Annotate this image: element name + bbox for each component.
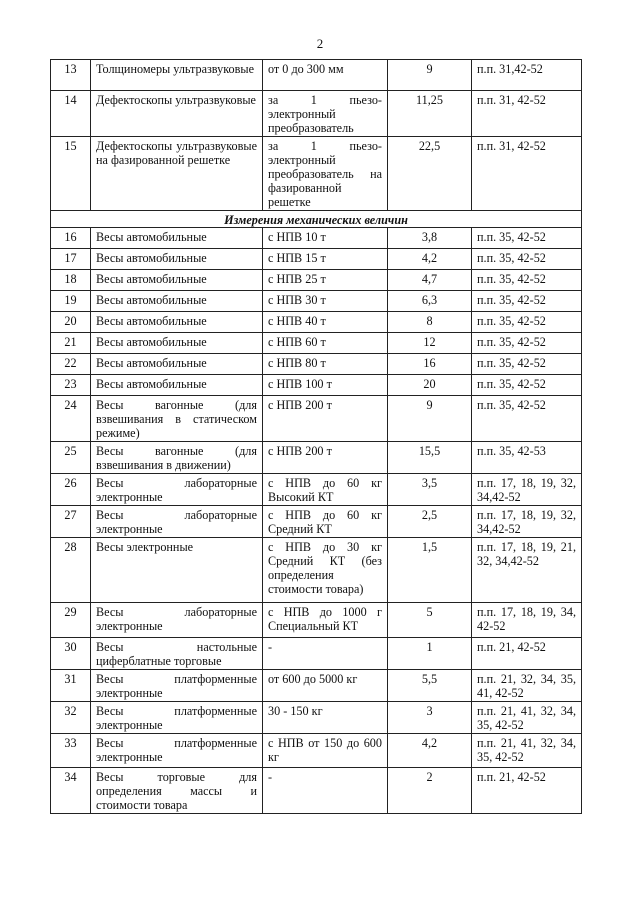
row-range: с НПВ 15 т [263, 249, 388, 270]
row-number: 16 [51, 228, 91, 249]
row-name: Весы электронные [91, 538, 263, 603]
row-reference: п.п. 17, 18, 19, 34, 42-52 [472, 603, 582, 638]
table-row [51, 375, 582, 396]
row-number: 19 [51, 291, 91, 312]
table-row [51, 768, 582, 814]
row-value: 4,7 [388, 270, 472, 291]
row-range: с НПВ 25 т [263, 270, 388, 291]
row-reference: п.п. 31, 42-52 [472, 91, 582, 137]
table-row [51, 91, 582, 137]
row-reference: п.п. 35, 42-52 [472, 396, 582, 442]
row-value: 2,5 [388, 506, 472, 538]
table-row [51, 474, 582, 506]
row-number: 14 [51, 91, 91, 137]
row-range: с НПВ 100 т [263, 375, 388, 396]
row-name: Весы автомобильные [91, 312, 263, 333]
row-range: с НПВ 200 т [263, 442, 388, 474]
row-name: Весы автомобильные [91, 354, 263, 375]
table-row [51, 734, 582, 768]
row-range: - [263, 638, 388, 670]
row-range: с НПВ 200 т [263, 396, 388, 442]
row-name: Весы лабораторные электронные [91, 474, 263, 506]
row-range: с НПВ до 1000 г Специальный КТ [263, 603, 388, 638]
row-range: за 1 пьезо-электронный преобразователь на фазированной решетке [263, 137, 388, 211]
row-reference: п.п. 31,42-52 [472, 60, 582, 91]
row-number: 30 [51, 638, 91, 670]
table-row [51, 333, 582, 354]
row-range: с НПВ 80 т [263, 354, 388, 375]
row-name: Весы настольные циферблатные торговые [91, 638, 263, 670]
section-header-row [51, 211, 582, 228]
row-reference: п.п. 31, 42-52 [472, 137, 582, 211]
row-number: 23 [51, 375, 91, 396]
row-name: Весы автомобильные [91, 270, 263, 291]
row-name: Дефектоскопы ультразвуковые на фазированной решетке [91, 137, 263, 211]
row-number: 34 [51, 768, 91, 814]
row-number: 17 [51, 249, 91, 270]
row-range: с НПВ от 150 до 600 кг [263, 734, 388, 768]
row-name: Дефектоскопы ультразвуковые [91, 91, 263, 137]
table-row [51, 60, 582, 91]
row-number: 29 [51, 603, 91, 638]
row-reference: п.п. 35, 42-52 [472, 228, 582, 249]
row-value: 4,2 [388, 249, 472, 270]
row-name: Весы платформенные электронные [91, 734, 263, 768]
row-value: 9 [388, 60, 472, 91]
row-reference: п.п. 35, 42-52 [472, 375, 582, 396]
row-reference: п.п. 35, 42-52 [472, 291, 582, 312]
row-name: Весы автомобильные [91, 375, 263, 396]
row-range: с НПВ 30 т [263, 291, 388, 312]
row-range: с НПВ 40 т [263, 312, 388, 333]
table-row [51, 538, 582, 603]
row-range: от 600 до 5000 кг [263, 670, 388, 702]
row-reference: п.п. 21, 41, 32, 34, 35, 42-52 [472, 734, 582, 768]
row-reference: п.п. 21, 41, 32, 34, 35, 42-52 [472, 702, 582, 734]
row-value: 4,2 [388, 734, 472, 768]
row-reference: п.п. 17, 18, 19, 32, 34,42-52 [472, 474, 582, 506]
row-value: 5 [388, 603, 472, 638]
page-number: 2 [316, 36, 324, 51]
table-row [51, 270, 582, 291]
pricing-table [50, 59, 582, 814]
row-range: - [263, 768, 388, 814]
row-range: за 1 пьезо-электронный преобразователь [263, 91, 388, 137]
table-row [51, 249, 582, 270]
row-reference: п.п. 35, 42-52 [472, 354, 582, 375]
table-row [51, 670, 582, 702]
table-row [51, 291, 582, 312]
row-value: 8 [388, 312, 472, 333]
row-number: 31 [51, 670, 91, 702]
row-name: Весы платформенные электронные [91, 670, 263, 702]
row-value: 12 [388, 333, 472, 354]
row-number: 32 [51, 702, 91, 734]
row-value: 3 [388, 702, 472, 734]
row-value: 5,5 [388, 670, 472, 702]
row-number: 20 [51, 312, 91, 333]
row-range: с НПВ 10 т [263, 228, 388, 249]
row-reference: п.п. 35, 42-52 [472, 270, 582, 291]
row-range: 30 - 150 кг [263, 702, 388, 734]
row-name: Весы автомобильные [91, 249, 263, 270]
row-reference: п.п. 35, 42-53 [472, 442, 582, 474]
row-range: от 0 до 300 мм [263, 60, 388, 91]
row-number: 27 [51, 506, 91, 538]
row-number: 18 [51, 270, 91, 291]
table-row [51, 396, 582, 442]
row-reference: п.п. 17, 18, 19, 32, 34,42-52 [472, 506, 582, 538]
table-row [51, 638, 582, 670]
row-value: 1,5 [388, 538, 472, 603]
row-value: 3,5 [388, 474, 472, 506]
row-name: Весы автомобильные [91, 228, 263, 249]
row-reference: п.п. 35, 42-52 [472, 249, 582, 270]
row-range: с НПВ до 60 кг Высокий КТ [263, 474, 388, 506]
table-row [51, 228, 582, 249]
row-name: Весы автомобильные [91, 291, 263, 312]
row-number: 22 [51, 354, 91, 375]
row-reference: п.п. 35, 42-52 [472, 333, 582, 354]
row-name: Весы лабораторные электронные [91, 506, 263, 538]
row-value: 15,5 [388, 442, 472, 474]
row-name: Весы торговые для определения массы и стоимости товара [91, 768, 263, 814]
row-name: Весы платформенные электронные [91, 702, 263, 734]
row-number: 24 [51, 396, 91, 442]
table-row [51, 354, 582, 375]
row-range: с НПВ до 60 кг Средний КТ [263, 506, 388, 538]
row-number: 33 [51, 734, 91, 768]
row-value: 3,8 [388, 228, 472, 249]
row-reference: п.п. 17, 18, 19, 21, 32, 34,42-52 [472, 538, 582, 603]
row-reference: п.п. 21, 32, 34, 35, 41, 42-52 [472, 670, 582, 702]
row-value: 22,5 [388, 137, 472, 211]
row-number: 13 [51, 60, 91, 91]
row-value: 16 [388, 354, 472, 375]
row-number: 25 [51, 442, 91, 474]
row-value: 6,3 [388, 291, 472, 312]
row-value: 1 [388, 638, 472, 670]
table-row [51, 312, 582, 333]
row-name: Весы вагонные (для взвешивания в статическом режиме) [91, 396, 263, 442]
row-value: 20 [388, 375, 472, 396]
row-range: с НПВ 60 т [263, 333, 388, 354]
row-reference: п.п. 21, 42-52 [472, 638, 582, 670]
row-number: 26 [51, 474, 91, 506]
row-value: 11,25 [388, 91, 472, 137]
table-row [51, 442, 582, 474]
row-number: 15 [51, 137, 91, 211]
table-row [51, 137, 582, 211]
section-title: Измерения механических величин [51, 211, 582, 228]
row-name: Весы лабораторные электронные [91, 603, 263, 638]
row-reference: п.п. 35, 42-52 [472, 312, 582, 333]
table-row [51, 702, 582, 734]
row-range: с НПВ до 30 кг Средний КТ (без определения стоимости товара) [263, 538, 388, 603]
row-name: Весы автомобильные [91, 333, 263, 354]
row-reference: п.п. 21, 42-52 [472, 768, 582, 814]
row-number: 21 [51, 333, 91, 354]
row-value: 9 [388, 396, 472, 442]
row-name: Весы вагонные (для взвешивания в движении) [91, 442, 263, 474]
row-number: 28 [51, 538, 91, 603]
row-value: 2 [388, 768, 472, 814]
table-row [51, 603, 582, 638]
table-row [51, 506, 582, 538]
row-name: Толщиномеры ультразвуковые [91, 60, 263, 91]
